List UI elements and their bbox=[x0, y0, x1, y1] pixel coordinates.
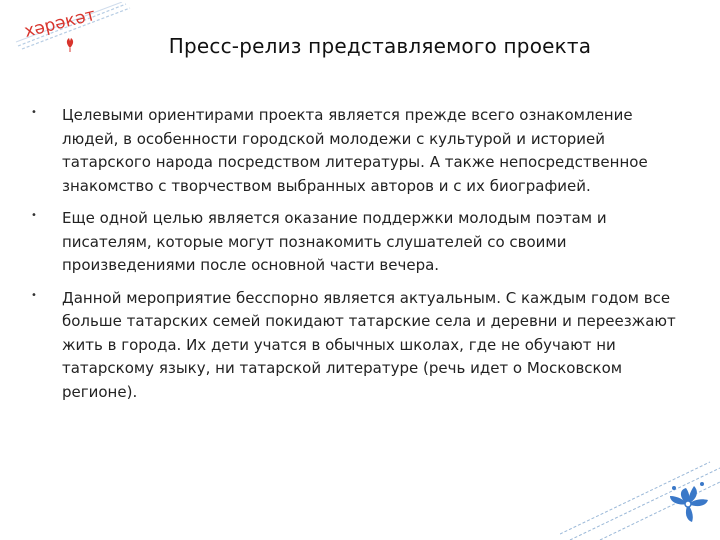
logo-wordmark: хәрәкәт bbox=[22, 4, 98, 42]
bullet-marker: • bbox=[31, 210, 37, 221]
bullet-marker: • bbox=[31, 289, 37, 301]
slide-title: Пресс-релиз представляемого проекта bbox=[168, 34, 592, 58]
bullet-text: Целевыми ориентирами проекта является прежде всего ознакомление людей, в особенности городской молодежи с культурой и историей татарского народа посредством литературы. А также непосредственное знакомство с творчеством выбранных авторов и с их биографией. bbox=[62, 106, 648, 195]
list-item bbox=[28, 207, 692, 278]
bullet-list bbox=[28, 104, 692, 413]
list-item bbox=[28, 287, 692, 405]
bullet-text: Еще одной целью является оказание поддержки молодым поэтам и писателям, которые могут познакомить слушателей со своими произведениями после основной части вечера. bbox=[62, 209, 607, 274]
bullet-marker: • bbox=[31, 107, 37, 118]
bullet-text: Данной мероприятие бесспорно является актуальным. С каждым годом все больше татарских семей покидают татарские села и деревни и переезжают жить в города. Их дети учатся в обычных школах, где не обучают ни татарскому языку, ни татарской литературе (речь идет о Московском регионе). bbox=[62, 288, 676, 401]
list-item bbox=[28, 104, 692, 198]
tulip-ornament-icon bbox=[67, 38, 73, 52]
floral-ornament-icon bbox=[560, 446, 720, 540]
